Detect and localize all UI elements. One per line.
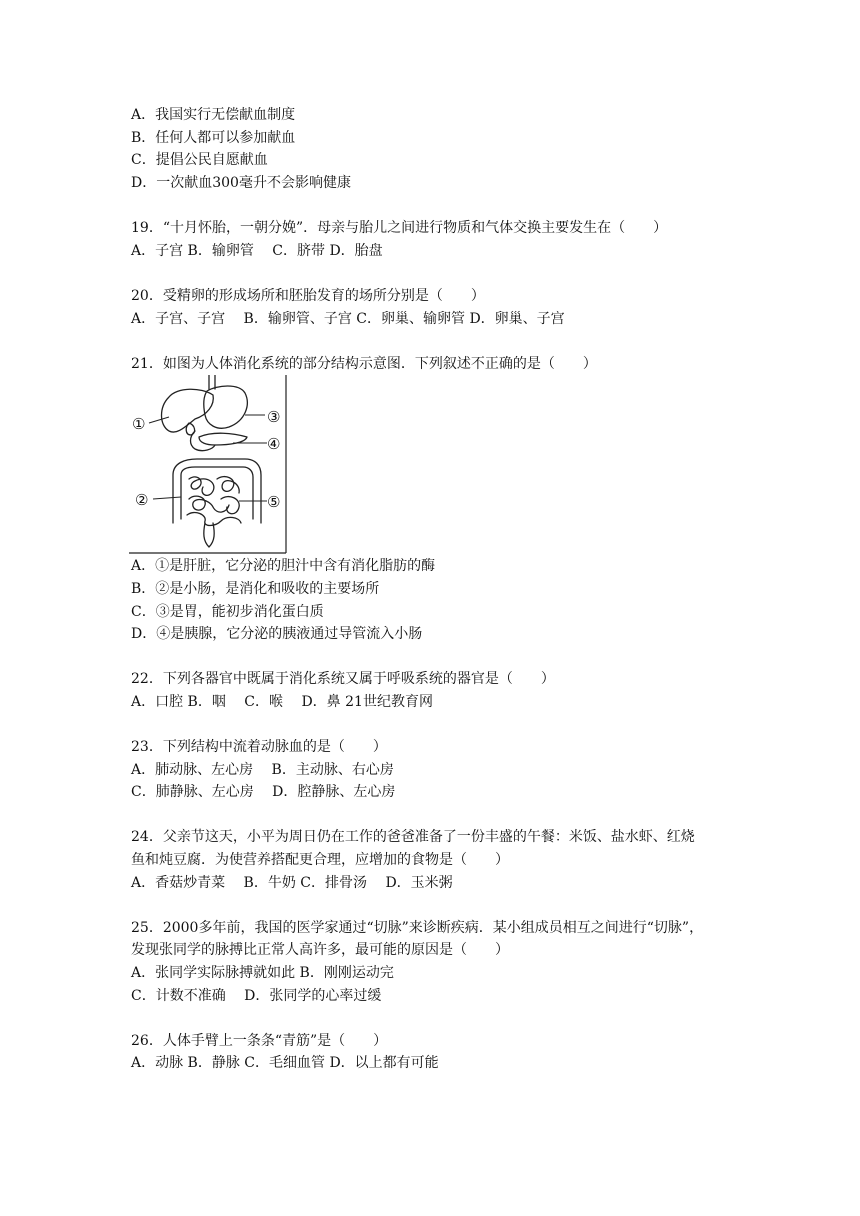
q21-option-b: B．②是小肠，是消化和吸收的主要场所	[131, 581, 380, 597]
q23-stem: 23．下列结构中流着动脉血的是（ ）	[131, 739, 387, 755]
q21-stem: 21．如图为人体消化系统的部分结构示意图．下列叙述不正确的是（ ）	[131, 356, 597, 372]
q24-stem-line1: 24．父亲节这天，小平为周日仍在工作的爸爸准备了一份丰盛的午餐：米饭、盐水虾、红烧	[131, 829, 695, 845]
q24-options: A．香菇炒青菜 B．牛奶 C．排骨汤 D．玉米粥	[131, 875, 453, 891]
q23-options-line2: C．肺静脉、左心房 D．腔静脉、左心房	[131, 784, 396, 800]
figure-label-2: ②	[135, 491, 149, 509]
q25-stem-line2: 发现张同学的脉搏比正常人高许多，最可能的原因是（ ）	[131, 942, 509, 958]
q25-options-line2: C．计数不准确 D．张同学的心率过缓	[131, 988, 382, 1004]
q20-stem: 20．受精卵的形成场所和胚胎发育的场所分别是（ ）	[131, 288, 485, 304]
q21-option-d: D．④是胰腺，它分泌的胰液通过导管流入小肠	[131, 626, 423, 642]
figure-label-4: ④	[267, 435, 281, 453]
q26-stem: 26．人体手臂上一条条“青筋”是（ ）	[131, 1033, 388, 1049]
q22-options: A．口腔 B．咽 C．喉 D．鼻 21世纪教育网	[131, 694, 433, 710]
q26-options: A．动脉 B．静脉 C．毛细血管 D．以上都有可能	[131, 1055, 439, 1071]
figure-label-5: ⑤	[267, 493, 281, 511]
q19-stem: 19．“十月怀胎，一朝分娩”．母亲与胎儿之间进行物质和气体交换主要发生在（ ）	[131, 220, 668, 236]
q18-option-b: B．任何人都可以参加献血	[131, 130, 296, 146]
q23-options-line1: A．肺动脉、左心房 B．主动脉、右心房	[131, 762, 394, 778]
q25-options-line1: A．张同学实际脉搏就如此 B．刚刚运动完	[131, 965, 394, 981]
q18-option-a: A．我国实行无偿献血制度	[131, 107, 296, 123]
q22-stem: 22．下列各器官中既属于消化系统又属于呼吸系统的器官是（ ）	[131, 671, 555, 687]
digestive-system-figure	[129, 375, 289, 555]
q19-options: A．子宫 B．输卵管 C．脐带 D．胎盘	[131, 243, 383, 259]
q21-option-c: C．③是胃，能初步消化蛋白质	[131, 604, 324, 620]
q24-stem-line2: 鱼和炖豆腐．为使营养搭配更合理，应增加的食物是（ ）	[131, 852, 509, 868]
digestive-system-diagram	[129, 375, 289, 555]
q18-option-c: C．提倡公民自愿献血	[131, 152, 268, 168]
figure-label-1: ①	[132, 415, 146, 433]
q21-option-a: A．①是肝脏，它分泌的胆汁中含有消化脂肪的酶	[131, 558, 436, 574]
q20-options: A．子宫、子宫 B．输卵管、子宫 C．卵巢、输卵管 D．卵巢、子宫	[131, 311, 565, 327]
q25-stem-line1: 25．2000多年前，我国的医学家通过“切脉”来诊断疾病．某小组成员相互之间进行“切脉”，	[131, 920, 704, 936]
q18-option-d: D．一次献血300毫升不会影响健康	[131, 175, 351, 191]
figure-label-3: ③	[267, 408, 281, 426]
